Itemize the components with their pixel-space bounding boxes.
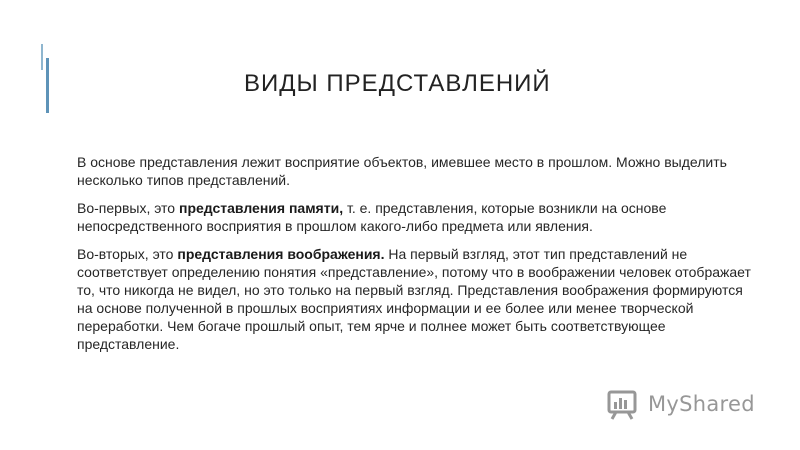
- paragraph-memory-lead: Во-первых, это: [77, 200, 179, 216]
- slide-body: [77, 153, 757, 363]
- myshared-logo-icon: [606, 387, 640, 421]
- paragraph-memory-rest: т. е. представления, которые возникли на основе непосредственного восприятия в прошлом какого-либо предмета или явления.: [77, 200, 667, 234]
- paragraph-intro: [77, 153, 757, 189]
- paragraph-imagination-rest: На первый взгляд, этот тип представлений не соответствует определению понятия «представление», потому что в воображении человек отображает то, что никогда не видел, но это только на первый взгляд. Представления воображения формируются на основе полученной в прошлых восприятиях информации и ее более или менее творческой переработки. Чем богаче прошлый опыт, тем ярче и полнее может быть соответствующее представление.: [77, 246, 751, 352]
- paragraph-intro-text: В основе представления лежит восприятие объектов, имевшее место в прошлом. Можно выделить несколько типов представлений.: [77, 154, 727, 188]
- accent-bar-thin: [41, 44, 43, 70]
- paragraph-imagination-lead: Во-вторых, это: [77, 246, 178, 262]
- paragraph-memory: [77, 199, 757, 235]
- paragraph-imagination-term: представления воображения.: [177, 246, 385, 262]
- slide-title: ВИДЫ ПРЕДСТАВЛЕНИЙ: [244, 70, 551, 97]
- paragraph-imagination: [77, 245, 757, 353]
- watermark-text: MyShared: [648, 392, 755, 416]
- accent-bar-thick: [46, 58, 49, 113]
- paragraph-memory-term: представления памяти,: [179, 200, 344, 216]
- myshared-watermark: [606, 386, 755, 422]
